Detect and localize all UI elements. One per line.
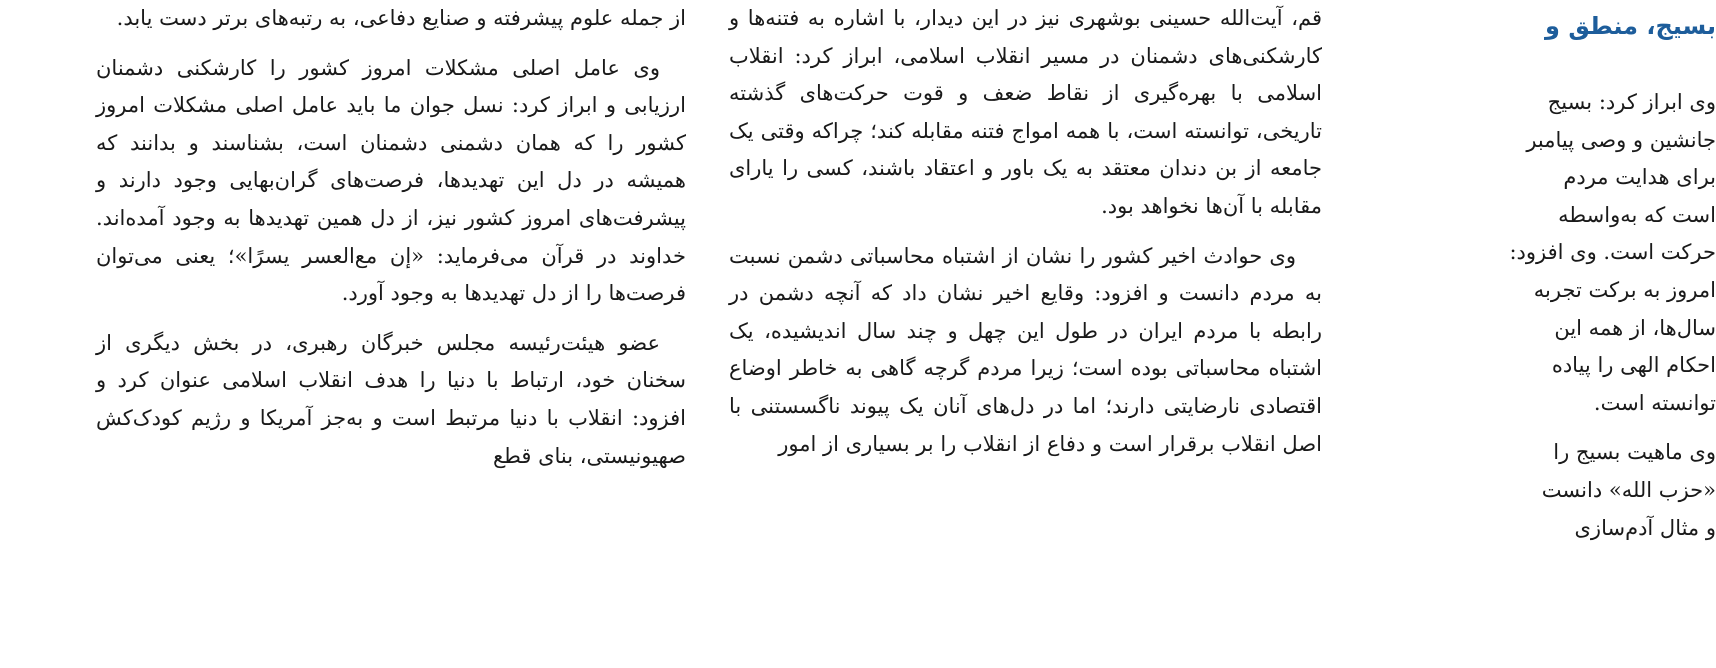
paragraph-spacer [96,38,686,50]
text-line: سال‌ها، از همه این [1554,315,1716,340]
paragraph-spacer [96,313,686,325]
text-line: احکام الهی را پیاده [1551,353,1716,378]
text-line: حرکت است. وی افزود: [1509,240,1716,265]
paragraph-spacer [1356,422,1716,434]
text-line: است که به‌واسطه [1558,202,1716,227]
article-column-middle [729,0,1322,668]
text-line: وی ماهیت بسیج را [1553,440,1716,465]
text-line: امروز به برکت تجربه [1533,277,1716,302]
article-column-left [96,0,686,668]
text-line: و مثال آدم‌سازی [1574,515,1716,540]
paragraph-fitna: قم، آیت‌الله حسینی بوشهری نیز در این دیدار، با اشاره به فتنه‌ها و کارشکنی‌های دشمنان در مسیر انقلاب اسلامی، ابراز کرد: انقلاب اسلامی با بهره‌گیری از نقاط ضعف و قوت حرکت‌های گذشته تاریخی، توانسته است، با همه امواج فتنه مقابله کند؛ چراکه وقتی یک جامعه از بن دندان معتقد به یک باور و اعتقاد باشند، کسی را یارای مقابله با آن‌ها نخواهد بود. [729,6,1322,218]
paragraph-spacer [729,226,1322,238]
section-heading: بسیج، منطق و [1545,12,1716,40]
right-column-content [1356,0,1716,547]
paragraph-miscalculation: وی حوادث اخیر کشور را نشان از اشتباه محاسباتی دشمن نسبت به مردم دانست و افزود: وقایع اخیر نشان داد که آنچه دشمن در رابطه با مردم ایران در طول این چهل و چند سال اندیشیده، یک اشتباه محاسباتی بوده است؛ زیرا مردم گرچه گاهی به خاطر اوضاع اقتصادی نارضایتی دارند؛ اما در دل‌های آنان یک پیوند ناگسستنی با اصل انقلاب برقرار است و دفاع از انقلاب را بر بسیاری از امور [729,243,1322,456]
heading-gap [1356,46,1716,84]
text-line: «حزب الله» دانست [1541,477,1716,502]
article-column-right [1356,0,1716,668]
text-line: توانسته است. [1593,390,1716,415]
text-line: وی ابراز کرد: بسیج [1547,90,1716,114]
paragraph-world-relations: عضو هیئت‌رئیسه مجلس خبرگان رهبری، در بخش دیگری از سخنان خود، ارتباط با دنیا را هدف انقلاب اسلامی عنوان کرد و افزود: انقلاب با دنیا مرتبط است و به‌جز آمریکا و رژیم کودک‌کش صهیونیستی، بنای قطع [96,330,686,468]
paragraph-enemy-obstruction: وی عامل اصلی مشکلات امروز کشور را کارشکنی دشمنان ارزیابی و ابراز کرد: نسل جوان ما باید عامل اصلی مشکلات امروز کشور را که همان دشمنی دشمنان است، بشناسند و بدانند که همیشه در دل این تهدیدها، فرصت‌های گران‌بهایی وجود دارند و پیشرفت‌های امروز کشور نیز، از دل همین تهدیدها به وجود آمده‌اند. خداوند در قرآن می‌فرماید: «إن مع‌العسر یسرًا»؛ یعنی می‌توان فرصت‌ها را از دل تهدیدها به وجود آورد. [96,55,687,306]
text-line: برای هدایت مردم [1563,165,1716,190]
text-line: جانشین و وصی پیامبر [1526,127,1716,152]
paragraph-continued: از جمله علوم پیشرفته و صنایع دفاعی، به رتبه‌های برتر دست یابد. [116,6,686,30]
